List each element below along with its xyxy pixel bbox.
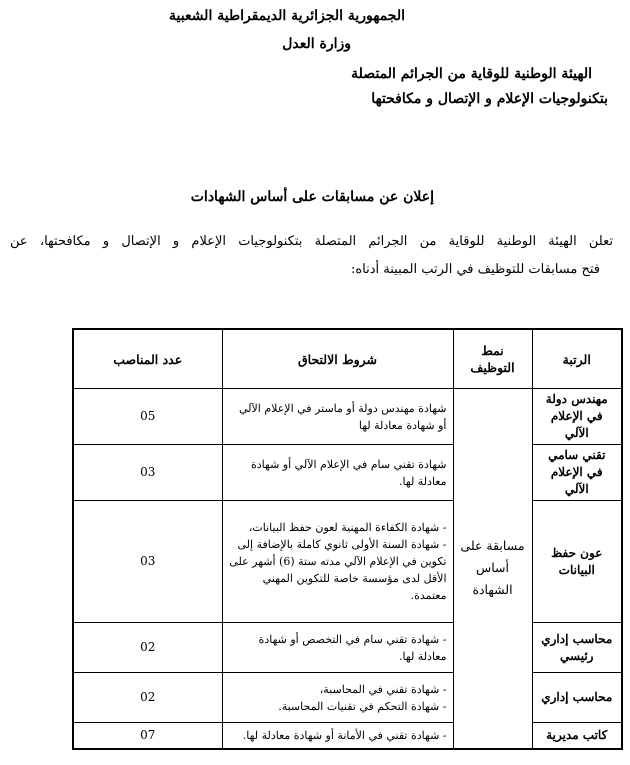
positions-table <box>72 328 623 750</box>
table-row <box>73 501 622 623</box>
table-row <box>73 723 622 749</box>
positions-cell: 03 <box>73 445 222 501</box>
table-row <box>73 445 622 501</box>
republic-name: الجمهورية الجزائرية الديمقراطية الشعبية <box>168 8 405 24</box>
rank-cell: كاتب مديرية <box>532 723 622 749</box>
positions-cell: 02 <box>73 623 222 673</box>
rank-cell: عون حفظ البيانات <box>532 501 622 623</box>
condition-item: شهادة مهندس دولة أو ماستر في الإعلام الآلي أو شهادة معادلة لها <box>239 401 447 432</box>
ministry-name: وزارة العدل <box>282 36 351 52</box>
conditions-cell <box>222 501 453 623</box>
conditions-cell <box>222 389 453 445</box>
rank-cell: تقني سامي في الإعلام الآلي <box>532 445 622 501</box>
authority-name-line2: بتكنولوجيات الإعلام و الإتصال و مكافحتها <box>371 91 608 107</box>
conditions-cell <box>222 445 453 501</box>
rank-cell: محاسب إداري رئيسي <box>532 623 622 673</box>
table-header-row <box>73 329 622 389</box>
table-row <box>73 389 622 445</box>
rank-cell: محاسب إداري <box>532 673 622 723</box>
positions-cell: 02 <box>73 673 222 723</box>
condition-item: - شهادة السنة الأولى ثانوي كاملة بالإضافة إلى تكوين في الإعلام الآلي مدته ستة (6) أشهر على الأقل لدى مؤسسة خاصة للتكوين المهني معتمدة. <box>229 538 447 602</box>
positions-cell: 03 <box>73 501 222 623</box>
positions-cell: 07 <box>73 723 222 749</box>
conditions-cell <box>222 673 453 723</box>
intro-text-line2: فتح مسابقات للتوظيف في الرتب المبينة أدناه: <box>350 262 600 277</box>
condition-item: - شهادة تقني في المحاسبة، <box>319 682 447 696</box>
table-row <box>73 623 622 673</box>
condition-item: - شهادة الكفاءة المهنية لعون حفظ البيانات، <box>248 521 447 534</box>
recruitment-mode-cell: مسابقة على أساس الشهادة <box>453 389 532 749</box>
condition-item: شهادة تقني سام في الإعلام الآلي أو شهادة معادلة لها. <box>251 457 447 488</box>
authority-name-line1: الهيئة الوطنية للوقاية من الجرائم المتصلة <box>351 66 592 82</box>
header-positions: عدد المناصب <box>73 329 222 389</box>
conditions-cell <box>222 723 453 749</box>
positions-cell: 05 <box>73 389 222 445</box>
condition-item: - شهادة تقني في الأمانة أو شهادة معادلة لها. <box>242 728 447 742</box>
rank-cell: مهندس دولة في الإعلام الآلي <box>532 389 622 445</box>
condition-item: - شهادة التحكم في تقنيات المحاسبة. <box>278 699 447 713</box>
intro-text-line1: تعلن الهيئة الوطنية للوقاية من الجرائم المتصلة بتكنولوجيات الإعلام و الإتصال و مكافحتها، عن <box>10 234 613 249</box>
table-row <box>73 673 622 723</box>
header-mode: نمط التوظيف <box>453 329 532 389</box>
announcement-title: إعلان عن مسابقات على أساس الشهادات <box>190 189 434 205</box>
condition-item: - شهادة تقني سام في التخصص أو شهادة معادلة لها. <box>258 632 447 663</box>
header-conditions: شروط الالتحاق <box>222 329 453 389</box>
conditions-cell <box>222 623 453 673</box>
header-rank: الرتبة <box>532 329 622 389</box>
